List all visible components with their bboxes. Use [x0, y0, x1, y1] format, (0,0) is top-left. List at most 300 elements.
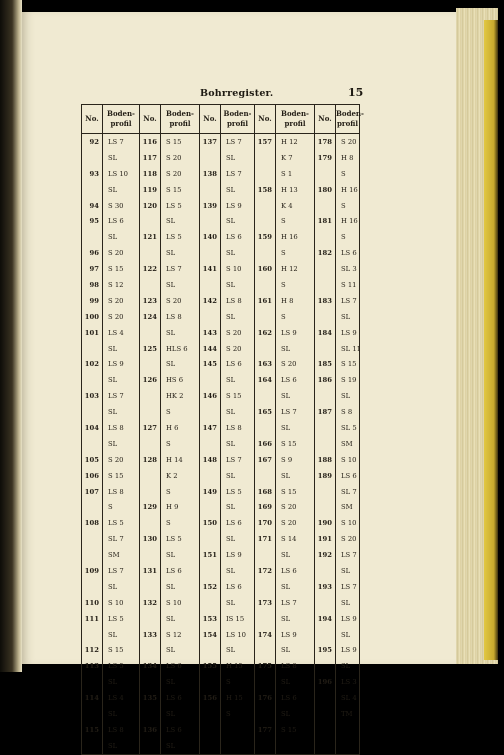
bodenprofil-cell: K 7 — [276, 150, 315, 166]
bodenprofil-cell: LS 6 — [336, 468, 360, 484]
table-row — [82, 134, 360, 150]
bodenprofil-cell: SL — [161, 547, 200, 563]
bodenprofil-cell: S — [221, 706, 255, 722]
bodenprofil-cell: H 13 — [276, 182, 315, 198]
bohr-number-cell: 174 — [255, 627, 276, 643]
bohr-number-cell: 156 — [200, 690, 221, 706]
bodenprofil-cell: SL — [276, 547, 315, 563]
bodenprofil-cell: LS 9 — [103, 356, 140, 372]
table-row — [82, 166, 360, 182]
bohr-number-cell: 137 — [200, 134, 221, 150]
bodenprofil-cell: LS 6 — [221, 515, 255, 531]
bohr-number-cell — [82, 150, 103, 166]
bohr-number-cell: 157 — [255, 134, 276, 150]
bodenprofil-cell — [221, 722, 255, 738]
bohr-number-cell — [200, 404, 221, 420]
bodenprofil-cell: LS 7 — [336, 579, 360, 595]
bohr-number-cell — [140, 436, 161, 452]
bohr-number-cell: 134 — [140, 658, 161, 674]
bodenprofil-cell: S 15 — [161, 134, 200, 150]
bodenprofil-cell: SL — [336, 563, 360, 579]
bohr-number-cell — [315, 563, 336, 579]
bodenprofil-cell: S — [276, 213, 315, 229]
bodenprofil-cell: S 20 — [221, 341, 255, 357]
bodenprofil-cell: LS 7 — [103, 563, 140, 579]
bohr-number-cell: 187 — [315, 404, 336, 420]
bodenprofil-cell: K 4 — [276, 198, 315, 214]
table-row — [82, 420, 360, 436]
table-row — [82, 706, 360, 722]
bohr-number-cell — [200, 372, 221, 388]
bodenprofil-cell: SL — [161, 706, 200, 722]
bodenprofil-cell: SL 11 — [336, 341, 360, 357]
table-row — [82, 627, 360, 643]
column-header-bodenprofil: Boden-profil — [103, 105, 140, 134]
table-row — [82, 229, 360, 245]
bodenprofil-cell: SL — [103, 229, 140, 245]
bohr-number-cell — [82, 436, 103, 452]
bohr-number-cell: 110 — [82, 595, 103, 611]
bohr-number-cell — [255, 245, 276, 261]
table-row — [82, 388, 360, 404]
table-row — [82, 213, 360, 229]
bodenprofil-cell: LS 7 — [103, 388, 140, 404]
bohr-number-cell: 120 — [140, 198, 161, 214]
bodenprofil-cell: SL — [103, 706, 140, 722]
bodenprofil-cell: SL 3 — [336, 261, 360, 277]
bohr-number-cell: 109 — [82, 563, 103, 579]
bodenprofil-cell: SL — [221, 436, 255, 452]
bodenprofil-cell: SL — [103, 579, 140, 595]
bodenprofil-cell: LS 4 — [103, 690, 140, 706]
bohr-number-cell — [200, 309, 221, 325]
bohr-number-cell: 95 — [82, 213, 103, 229]
table-row — [82, 643, 360, 659]
bohr-number-cell: 102 — [82, 356, 103, 372]
table-row — [82, 515, 360, 531]
bodenprofil-cell: S 12 — [161, 627, 200, 643]
bohr-number-cell — [82, 627, 103, 643]
bohr-number-cell: 133 — [140, 627, 161, 643]
bohr-number-cell: 150 — [200, 515, 221, 531]
bohr-number-cell — [200, 595, 221, 611]
bohr-number-cell: 152 — [200, 579, 221, 595]
bodenprofil-cell: S 15 — [103, 468, 140, 484]
bohr-number-cell: 160 — [255, 261, 276, 277]
bohr-number-cell — [82, 404, 103, 420]
bodenprofil-cell: LS 5 — [161, 198, 200, 214]
bohr-number-cell: 123 — [140, 293, 161, 309]
bodenprofil-cell: SL — [221, 531, 255, 547]
bodenprofil-cell: S — [276, 309, 315, 325]
bohr-number-cell — [140, 706, 161, 722]
bodenprofil-cell: LS 8 — [103, 722, 140, 738]
bohr-number-cell: 153 — [200, 611, 221, 627]
bodenprofil-cell: SL — [276, 341, 315, 357]
bodenprofil-cell: S 20 — [103, 452, 140, 468]
table-row — [82, 595, 360, 611]
bohr-number-cell: 122 — [140, 261, 161, 277]
bodenprofil-cell: LS 10 — [221, 627, 255, 643]
bohr-number-cell — [315, 229, 336, 245]
column-header-no: No. — [140, 105, 161, 134]
bodenprofil-cell: LS 5 — [103, 515, 140, 531]
bohr-number-cell: 119 — [140, 182, 161, 198]
bohr-number-cell — [200, 150, 221, 166]
bohr-number-cell: 136 — [140, 722, 161, 738]
bodenprofil-cell: S — [336, 198, 360, 214]
bodenprofil-cell: LS 6 — [161, 690, 200, 706]
bohr-number-cell: 173 — [255, 595, 276, 611]
bodenprofil-cell: SL — [103, 372, 140, 388]
bodenprofil-cell: S 20 — [276, 499, 315, 515]
bohr-number-cell: 148 — [200, 452, 221, 468]
bohr-number-cell — [315, 706, 336, 722]
bohr-number-cell — [315, 499, 336, 515]
bohr-number-cell — [255, 579, 276, 595]
bodenprofil-cell: SL — [103, 404, 140, 420]
bohr-number-cell: 104 — [82, 420, 103, 436]
bodenprofil-cell: H 8 — [336, 150, 360, 166]
bohr-number-cell: 177 — [255, 722, 276, 738]
bohr-number-cell — [315, 722, 336, 738]
bohr-number-cell — [140, 515, 161, 531]
bohr-number-cell: 98 — [82, 277, 103, 293]
bodenprofil-cell: LS 6 — [161, 563, 200, 579]
bohrregister-table — [81, 104, 364, 755]
bohr-number-cell — [200, 706, 221, 722]
bohr-number-cell — [82, 579, 103, 595]
bodenprofil-cell: LS 6 — [221, 356, 255, 372]
bohr-number-cell — [200, 468, 221, 484]
bodenprofil-cell: S 20 — [221, 325, 255, 341]
bodenprofil-cell: S 10 — [336, 452, 360, 468]
bohr-number-cell: 127 — [140, 420, 161, 436]
bohr-number-cell — [315, 690, 336, 706]
bodenprofil-cell: LS 6 — [276, 563, 315, 579]
bohr-number-cell — [140, 325, 161, 341]
bohr-number-cell: 191 — [315, 531, 336, 547]
bohr-number-cell: 147 — [200, 420, 221, 436]
bodenprofil-cell: S 15 — [276, 722, 315, 738]
bohr-number-cell — [140, 404, 161, 420]
bohr-number-cell — [200, 722, 221, 738]
bodenprofil-cell: LS 9 — [336, 325, 360, 341]
bodenprofil-cell: S 10 — [103, 595, 140, 611]
page-number: 15 — [348, 86, 364, 99]
bodenprofil-cell: S 30 — [103, 198, 140, 214]
bohr-number-cell: 193 — [315, 579, 336, 595]
bohr-number-cell: 151 — [200, 547, 221, 563]
bodenprofil-cell: SL — [336, 658, 360, 674]
bohr-number-cell — [315, 309, 336, 325]
bohr-number-cell — [200, 182, 221, 198]
bodenprofil-cell: S 19 — [336, 372, 360, 388]
bodenprofil-cell: LS 8 — [221, 293, 255, 309]
bohr-number-cell — [315, 627, 336, 643]
bohr-number-cell — [255, 738, 276, 754]
table-row — [82, 372, 360, 388]
table-body — [82, 134, 360, 755]
bohr-number-cell — [200, 674, 221, 690]
bohr-number-cell: 144 — [200, 341, 221, 357]
bodenprofil-cell: SL — [103, 150, 140, 166]
bohr-number-cell — [200, 563, 221, 579]
bodenprofil-cell: LS 9 — [336, 611, 360, 627]
bohr-number-cell — [200, 213, 221, 229]
bohr-number-cell — [315, 261, 336, 277]
bodenprofil-cell: LS 5 — [221, 484, 255, 500]
column-header-no: No. — [315, 105, 336, 134]
column-header-no: No. — [255, 105, 276, 134]
bohr-number-cell — [140, 277, 161, 293]
bohr-number-cell: 182 — [315, 245, 336, 261]
bohr-number-cell: 159 — [255, 229, 276, 245]
bohr-number-cell — [140, 356, 161, 372]
bodenprofil-cell: H 15 — [221, 658, 255, 674]
bodenprofil-cell: LS 7 — [276, 404, 315, 420]
bohr-number-cell — [315, 388, 336, 404]
bohr-number-cell — [255, 150, 276, 166]
bohr-number-cell: 126 — [140, 372, 161, 388]
bodenprofil-cell: S 9 — [276, 452, 315, 468]
bodenprofil-cell: SL — [221, 563, 255, 579]
table-row — [82, 579, 360, 595]
bodenprofil-cell: H 16 — [276, 229, 315, 245]
bodenprofil-cell: LS 5 — [103, 658, 140, 674]
bohr-number-cell: 128 — [140, 452, 161, 468]
bohr-number-cell: 118 — [140, 166, 161, 182]
bodenprofil-cell: SL — [161, 611, 200, 627]
bodenprofil-cell: SL — [221, 404, 255, 420]
bodenprofil-cell: S 15 — [103, 261, 140, 277]
bohr-number-cell: 167 — [255, 452, 276, 468]
bohr-number-cell: 170 — [255, 515, 276, 531]
table-header-row — [82, 105, 360, 134]
column-header-no: No. — [200, 105, 221, 134]
bodenprofil-cell: LS 4 — [103, 325, 140, 341]
bodenprofil-cell: S 15 — [161, 182, 200, 198]
table-row — [82, 547, 360, 563]
bohr-number-cell: 195 — [315, 643, 336, 659]
bohr-number-cell: 96 — [82, 245, 103, 261]
bodenprofil-cell: SL — [161, 325, 200, 341]
bohr-number-cell — [255, 706, 276, 722]
bohr-number-cell: 185 — [315, 356, 336, 372]
page-title: Bohrregister. — [200, 88, 274, 99]
bohr-number-cell: 169 — [255, 499, 276, 515]
bodenprofil-cell: S 8 — [336, 404, 360, 420]
bohr-number-cell — [255, 547, 276, 563]
bohr-number-cell — [255, 674, 276, 690]
bodenprofil-cell: LS 7 — [336, 293, 360, 309]
bohr-number-cell: 117 — [140, 150, 161, 166]
bodenprofil-cell: SL — [276, 643, 315, 659]
bodenprofil-cell: HS 6 — [161, 372, 200, 388]
bohr-number-cell: 105 — [82, 452, 103, 468]
bohr-number-cell: 166 — [255, 436, 276, 452]
bodenprofil-cell: SL — [276, 388, 315, 404]
bohr-number-cell — [315, 166, 336, 182]
bodenprofil-cell: S 10 — [221, 261, 255, 277]
bodenprofil-cell: S — [161, 436, 200, 452]
bodenprofil-cell: SL — [161, 356, 200, 372]
table-row — [82, 341, 360, 357]
bohr-number-cell — [255, 309, 276, 325]
bodenprofil-cell: SL — [276, 674, 315, 690]
bodenprofil-cell: H 16 — [336, 213, 360, 229]
book-gutter-left — [0, 0, 22, 672]
bohr-number-cell — [140, 674, 161, 690]
table-row — [82, 293, 360, 309]
table-row — [82, 611, 360, 627]
bohr-number-cell: 175 — [255, 658, 276, 674]
bohr-number-cell — [82, 706, 103, 722]
bohr-number-cell — [82, 229, 103, 245]
bohr-number-cell — [82, 341, 103, 357]
table-row — [82, 150, 360, 166]
bodenprofil-cell — [276, 738, 315, 754]
bodenprofil-cell: LS 6 — [161, 658, 200, 674]
column-header-no: No. — [82, 105, 103, 134]
bodenprofil-cell: LS 6 — [336, 245, 360, 261]
bohr-number-cell: 158 — [255, 182, 276, 198]
bodenprofil-cell: SL — [221, 309, 255, 325]
bodenprofil-cell: LS 10 — [103, 166, 140, 182]
bodenprofil-cell: LS 5 — [103, 611, 140, 627]
bohr-number-cell — [200, 738, 221, 754]
bodenprofil-cell: LS 8 — [103, 420, 140, 436]
bodenprofil-cell: S 15 — [276, 436, 315, 452]
bodenprofil-cell: SL — [336, 309, 360, 325]
bohr-number-cell: 192 — [315, 547, 336, 563]
bohr-number-cell: 124 — [140, 309, 161, 325]
bodenprofil-cell: S — [276, 245, 315, 261]
bohr-number-cell: 194 — [315, 611, 336, 627]
table-row — [82, 182, 360, 198]
bohr-number-cell — [140, 579, 161, 595]
bodenprofil-cell: LS 9 — [336, 643, 360, 659]
table-row — [82, 531, 360, 547]
bohr-number-cell — [82, 531, 103, 547]
bodenprofil-cell: SL — [221, 372, 255, 388]
bodenprofil-cell: LS 6 — [161, 722, 200, 738]
bodenprofil-cell: SL — [161, 213, 200, 229]
bodenprofil-cell: SL — [336, 595, 360, 611]
bohr-number-cell — [140, 388, 161, 404]
bodenprofil-cell: S — [161, 484, 200, 500]
table-row — [82, 738, 360, 754]
table-row — [82, 277, 360, 293]
bodenprofil-cell: SL — [336, 388, 360, 404]
bodenprofil-cell: SL — [161, 579, 200, 595]
table-row — [82, 309, 360, 325]
bodenprofil-cell: LS 6 — [103, 213, 140, 229]
bohr-number-cell: 142 — [200, 293, 221, 309]
bohr-number-cell: 132 — [140, 595, 161, 611]
bodenprofil-cell: S — [103, 499, 140, 515]
bodenprofil-cell: LS 7 — [336, 547, 360, 563]
bohr-number-cell — [255, 166, 276, 182]
bohr-number-cell — [315, 277, 336, 293]
bodenprofil-cell: S — [276, 277, 315, 293]
bohr-number-cell — [200, 531, 221, 547]
bohr-number-cell: 186 — [315, 372, 336, 388]
bodenprofil-cell: SL — [221, 277, 255, 293]
bohr-number-cell: 116 — [140, 134, 161, 150]
bohr-number-cell — [140, 611, 161, 627]
bodenprofil-cell: S 15 — [276, 484, 315, 500]
bohr-number-cell — [200, 245, 221, 261]
bodenprofil-cell: SL — [161, 643, 200, 659]
bohr-number-cell: 149 — [200, 484, 221, 500]
bodenprofil-cell: S 20 — [336, 134, 360, 150]
bodenprofil-cell: LS 6 — [276, 690, 315, 706]
bohr-number-cell: 189 — [315, 468, 336, 484]
bohr-number-cell: 138 — [200, 166, 221, 182]
bodenprofil-cell: S 1 — [276, 166, 315, 182]
bodenprofil-cell: H 15 — [221, 690, 255, 706]
bohr-number-cell: 129 — [140, 499, 161, 515]
bodenprofil-cell: LS 7 — [276, 595, 315, 611]
bohr-number-cell: 100 — [82, 309, 103, 325]
bodenprofil-cell: LS 6 — [221, 579, 255, 595]
bodenprofil-cell: SL 7 — [103, 531, 140, 547]
table-row — [82, 468, 360, 484]
bohr-number-cell — [200, 499, 221, 515]
table-row — [82, 325, 360, 341]
bodenprofil-cell: S 10 — [336, 515, 360, 531]
bohr-number-cell — [82, 738, 103, 754]
bohr-number-cell: 162 — [255, 325, 276, 341]
bohr-number-cell — [140, 738, 161, 754]
bodenprofil-cell: HLS 6 — [161, 341, 200, 357]
bohr-number-cell: 135 — [140, 690, 161, 706]
bohr-number-cell — [315, 738, 336, 754]
bodenprofil-cell: SL — [103, 341, 140, 357]
bohr-number-cell — [315, 420, 336, 436]
bodenprofil-cell: H 12 — [276, 134, 315, 150]
bohr-number-cell: 172 — [255, 563, 276, 579]
bohr-number-cell: 176 — [255, 690, 276, 706]
bodenprofil-cell: SL — [221, 245, 255, 261]
bodenprofil-cell: H 8 — [276, 293, 315, 309]
bodenprofil-cell: SL 7 — [336, 484, 360, 500]
bohr-number-cell: 106 — [82, 468, 103, 484]
bodenprofil-cell: LS 6 — [276, 372, 315, 388]
bohr-number-cell — [200, 643, 221, 659]
bohr-number-cell: 165 — [255, 404, 276, 420]
bodenprofil-cell: SL — [221, 643, 255, 659]
bohr-number-cell: 178 — [315, 134, 336, 150]
bohr-number-cell: 164 — [255, 372, 276, 388]
bohr-number-cell — [255, 341, 276, 357]
bohr-number-cell: 141 — [200, 261, 221, 277]
bodenprofil-cell: LS 9 — [221, 198, 255, 214]
bodenprofil-cell: LS 7 — [221, 166, 255, 182]
bohr-number-cell: 143 — [200, 325, 221, 341]
bohr-number-cell: 97 — [82, 261, 103, 277]
bodenprofil-cell: S 20 — [336, 531, 360, 547]
table-row — [82, 563, 360, 579]
bohr-number-cell — [140, 484, 161, 500]
bodenprofil-cell — [221, 738, 255, 754]
bodenprofil-cell — [336, 738, 360, 754]
book-cover-edge — [484, 20, 498, 660]
bohr-number-cell — [82, 499, 103, 515]
bodenprofil-cell: S 20 — [276, 356, 315, 372]
bodenprofil-cell: S 15 — [221, 388, 255, 404]
